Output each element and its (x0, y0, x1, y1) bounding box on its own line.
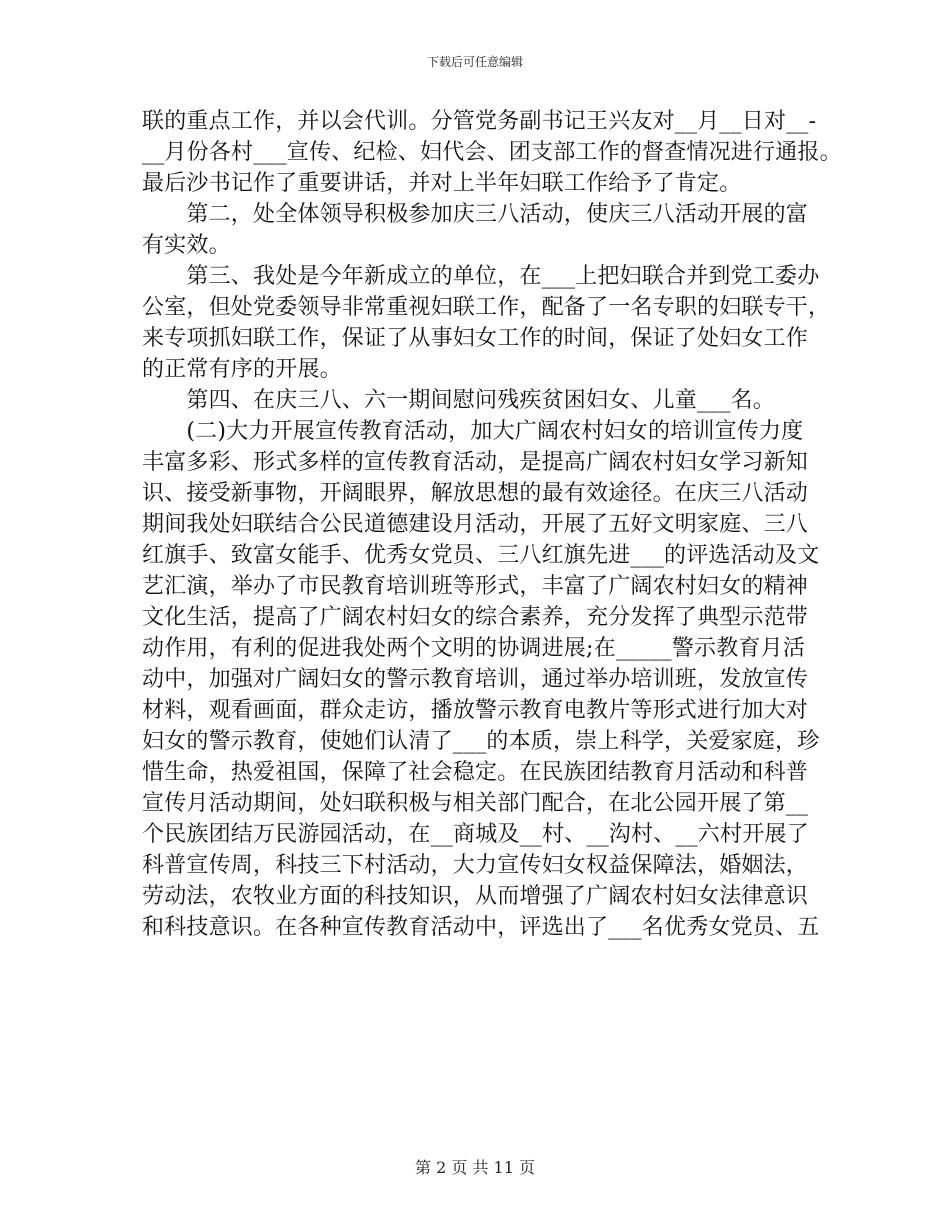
body-line: 第三、我处是今年新成立的单位，在___上把妇联合并到党工委办 (142, 264, 820, 289)
body-line: 材料，观看画面，群众走访，播放警示教育电教片等形式进行加大对 (142, 698, 809, 723)
body-line: 艺汇演，举办了市民教育培训班等形式，丰富了广阔农村妇女的精神 (142, 574, 809, 599)
body-line: __月份各村___宣传、纪检、妇代会、团支部工作的督查情况进行通报。 (142, 140, 842, 165)
body-line: 第二，处全体领导积极参加庆三八活动，使庆三八活动开展的富 (142, 202, 809, 227)
body-line: 动作用，有利的促进我处两个文明的协调进展;在_____警示教育月活 (142, 636, 806, 661)
body-line: (二)大力开展宣传教育活动，加大广阔农村妇女的培训宣传力度 (142, 419, 804, 444)
body-line: 个民族团结万民游园活动，在__商城及__村、__沟村、__六村开展了 (142, 822, 809, 847)
body-line: 识、接受新事物，开阔眼界，解放思想的最有效途径。在庆三八活动 (142, 481, 809, 506)
body-line: 宣传月活动期间，处妇联积极与相关部门配合，在北公园开展了第__ (142, 791, 809, 816)
body-line: 最后沙书记作了重要讲话，并对上半年妇联工作给予了肯定。 (142, 171, 742, 196)
page-header-note: 下载后可任意编辑 (426, 55, 523, 69)
document-body (142, 106, 842, 943)
body-line: 红旗手、致富女能手、优秀女党员、三八红旗先进___的评选活动及文 (142, 543, 820, 568)
body-line: 有实效。 (142, 233, 231, 258)
body-line: 公室，但处党委领导非常重视妇联工作，配备了一名专职的妇联专干， (142, 295, 831, 320)
body-line: 丰富多彩、形式多样的宣传教育活动，是提高广阔农村妇女学习新知 (142, 450, 809, 475)
body-line: 惜生命，热爱祖国，保障了社会稳定。在民族团结教育月活动和科普 (142, 760, 809, 785)
body-line: 动中，加强对广阔妇女的警示教育培训，通过举办培训班，发放宣传 (142, 667, 809, 692)
body-line: 劳动法，农牧业方面的科技知识，从而增强了广阔农村妇女法律意识 (142, 884, 809, 909)
body-line: 的正常有序的开展。 (142, 357, 342, 382)
body-line: 来专项抓妇联工作，保证了从事妇女工作的时间，保证了处妇女工作 (142, 326, 809, 351)
body-line: 第四、在庆三八、六一期间慰问残疾贫困妇女、儿童___名。 (142, 388, 776, 413)
body-line: 期间我处妇联结合公民道德建设月活动，开展了五好文明家庭、三八 (142, 512, 809, 537)
body-line: 妇女的警示教育，使她们认清了___的本质，崇上科学，关爱家庭，珍 (142, 729, 820, 754)
body-line: 和科技意识。在各种宣传教育活动中，评选出了___名优秀女党员、五 (142, 915, 820, 940)
body-line: 科普宣传周，科技三下村活动，大力宣传妇女权益保障法，婚姻法， (142, 853, 809, 878)
page-number: 第 2 页 共 11 页 (415, 1158, 535, 1177)
body-line: 文化生活，提高了广阔农村妇女的综合素养，充分发挥了典型示范带 (142, 605, 809, 630)
body-line: 联的重点工作，并以会代训。分管党务副书记王兴友对__月__日对__- (142, 109, 817, 134)
